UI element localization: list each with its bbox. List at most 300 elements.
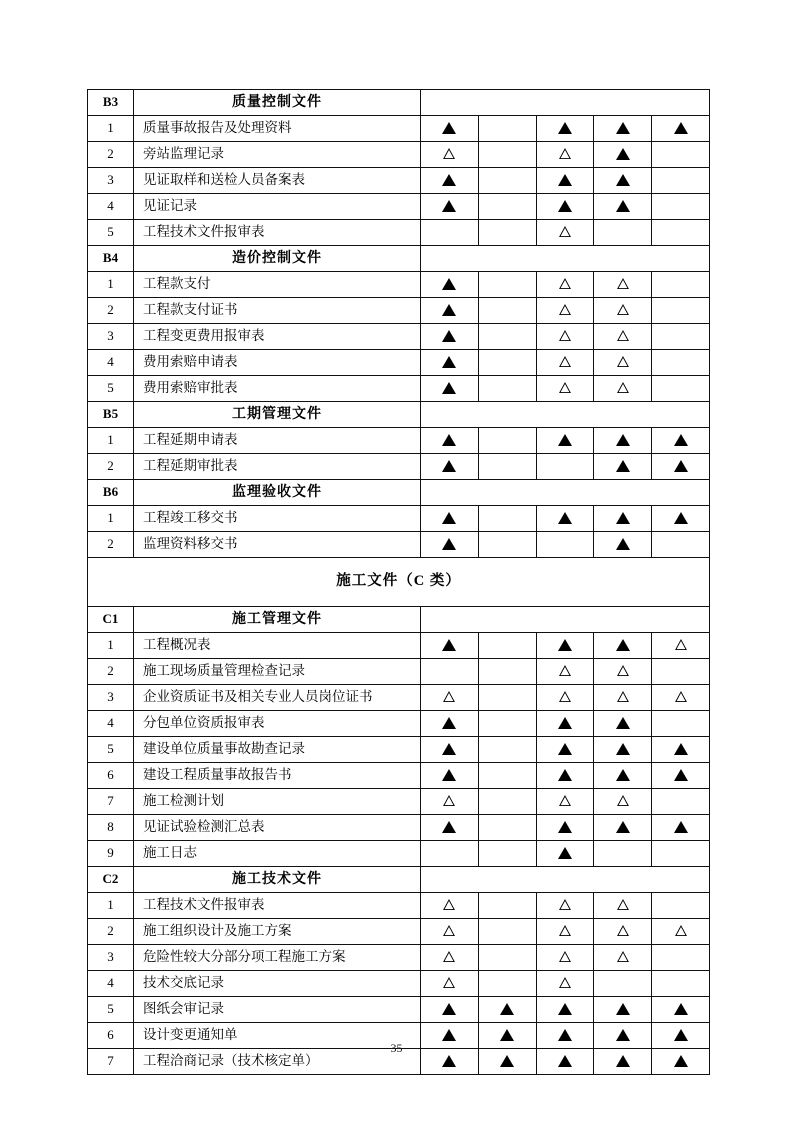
table-row bbox=[88, 272, 710, 298]
mark-cell-3 bbox=[536, 841, 594, 867]
group-header-blank bbox=[421, 867, 710, 893]
row-document-name: 工程变更费用报审表 bbox=[134, 324, 421, 350]
mark-cell-3 bbox=[536, 685, 594, 711]
mark-cell-2 bbox=[478, 506, 536, 532]
filled-triangle-icon bbox=[558, 174, 572, 186]
mark-cell-1 bbox=[421, 841, 479, 867]
row-document-name: 企业资质证书及相关专业人员岗位证书 bbox=[134, 685, 421, 711]
filled-triangle-icon bbox=[616, 200, 630, 212]
table-row bbox=[88, 685, 710, 711]
open-triangle-icon bbox=[617, 951, 629, 963]
mark-cell-4 bbox=[594, 324, 652, 350]
open-triangle-icon bbox=[559, 356, 571, 368]
filled-triangle-icon bbox=[558, 434, 572, 446]
mark-cell-5 bbox=[652, 142, 710, 168]
row-number: 3 bbox=[88, 168, 134, 194]
group-title: 工期管理文件 bbox=[134, 402, 421, 428]
table-row bbox=[88, 737, 710, 763]
group-header-blank bbox=[421, 480, 710, 506]
row-document-name: 建设单位质量事故勘查记录 bbox=[134, 737, 421, 763]
group-code: C2 bbox=[88, 867, 134, 893]
mark-cell-1 bbox=[421, 376, 479, 402]
mark-cell-3 bbox=[536, 945, 594, 971]
table-row bbox=[88, 428, 710, 454]
open-triangle-icon bbox=[443, 795, 455, 807]
mark-cell-3 bbox=[536, 506, 594, 532]
row-number: 2 bbox=[88, 298, 134, 324]
row-document-name: 工程技术文件报审表 bbox=[134, 220, 421, 246]
row-number: 8 bbox=[88, 815, 134, 841]
filled-triangle-icon bbox=[442, 434, 456, 446]
mark-cell-4 bbox=[594, 116, 652, 142]
open-triangle-icon bbox=[559, 148, 571, 160]
filled-triangle-icon bbox=[442, 1055, 456, 1067]
mark-cell-5 bbox=[652, 633, 710, 659]
row-number: 2 bbox=[88, 659, 134, 685]
row-number: 1 bbox=[88, 633, 134, 659]
row-number: 9 bbox=[88, 841, 134, 867]
section-banner-row bbox=[88, 558, 710, 607]
mark-cell-4 bbox=[594, 919, 652, 945]
mark-cell-4 bbox=[594, 659, 652, 685]
group-header-blank bbox=[421, 90, 710, 116]
row-document-name: 见证试验检测汇总表 bbox=[134, 815, 421, 841]
table-row bbox=[88, 298, 710, 324]
filled-triangle-icon bbox=[674, 821, 688, 833]
row-document-name: 监理资料移交书 bbox=[134, 532, 421, 558]
table-row bbox=[88, 841, 710, 867]
open-triangle-icon bbox=[443, 951, 455, 963]
group-title: 施工技术文件 bbox=[134, 867, 421, 893]
open-triangle-icon bbox=[559, 951, 571, 963]
section-banner: 施工文件（C 类） bbox=[88, 558, 710, 607]
row-number: 5 bbox=[88, 376, 134, 402]
row-document-name: 工程款支付证书 bbox=[134, 298, 421, 324]
mark-cell-5 bbox=[652, 220, 710, 246]
row-number: 1 bbox=[88, 272, 134, 298]
mark-cell-2 bbox=[478, 815, 536, 841]
row-document-name: 工程款支付 bbox=[134, 272, 421, 298]
open-triangle-icon bbox=[675, 691, 687, 703]
filled-triangle-icon bbox=[442, 743, 456, 755]
mark-cell-5 bbox=[652, 971, 710, 997]
mark-cell-5 bbox=[652, 454, 710, 480]
row-document-name: 工程洽商记录（技术核定单） bbox=[134, 1049, 421, 1075]
mark-cell-3 bbox=[536, 220, 594, 246]
table-row bbox=[88, 893, 710, 919]
open-triangle-icon bbox=[559, 330, 571, 342]
row-document-name: 质量事故报告及处理资料 bbox=[134, 116, 421, 142]
mark-cell-1 bbox=[421, 116, 479, 142]
row-document-name: 建设工程质量事故报告书 bbox=[134, 763, 421, 789]
table-row bbox=[88, 945, 710, 971]
table-row bbox=[88, 324, 710, 350]
open-triangle-icon bbox=[617, 356, 629, 368]
filled-triangle-icon bbox=[616, 821, 630, 833]
filled-triangle-icon bbox=[442, 460, 456, 472]
filled-triangle-icon bbox=[442, 1003, 456, 1015]
mark-cell-5 bbox=[652, 350, 710, 376]
filled-triangle-icon bbox=[674, 1003, 688, 1015]
open-triangle-icon bbox=[559, 226, 571, 238]
archive-document-table bbox=[87, 89, 710, 1075]
mark-cell-1 bbox=[421, 763, 479, 789]
row-number: 1 bbox=[88, 893, 134, 919]
mark-cell-3 bbox=[536, 168, 594, 194]
mark-cell-5 bbox=[652, 194, 710, 220]
table-row bbox=[88, 789, 710, 815]
open-triangle-icon bbox=[617, 330, 629, 342]
open-triangle-icon bbox=[443, 691, 455, 703]
row-number: 4 bbox=[88, 350, 134, 376]
filled-triangle-icon bbox=[558, 847, 572, 859]
mark-cell-2 bbox=[478, 168, 536, 194]
filled-triangle-icon bbox=[558, 512, 572, 524]
mark-cell-2 bbox=[478, 272, 536, 298]
group-title: 质量控制文件 bbox=[134, 90, 421, 116]
mark-cell-1 bbox=[421, 532, 479, 558]
filled-triangle-icon bbox=[442, 122, 456, 134]
mark-cell-1 bbox=[421, 272, 479, 298]
mark-cell-4 bbox=[594, 454, 652, 480]
row-document-name: 工程技术文件报审表 bbox=[134, 893, 421, 919]
open-triangle-icon bbox=[559, 977, 571, 989]
mark-cell-3 bbox=[536, 532, 594, 558]
table-body bbox=[88, 90, 710, 1075]
table-row bbox=[88, 116, 710, 142]
mark-cell-3 bbox=[536, 633, 594, 659]
row-document-name: 费用索赔审批表 bbox=[134, 376, 421, 402]
table-row bbox=[88, 815, 710, 841]
open-triangle-icon bbox=[559, 691, 571, 703]
row-document-name: 设计变更通知单 bbox=[134, 1023, 421, 1049]
mark-cell-5 bbox=[652, 324, 710, 350]
row-document-name: 施工日志 bbox=[134, 841, 421, 867]
table-row bbox=[88, 194, 710, 220]
mark-cell-4 bbox=[594, 789, 652, 815]
mark-cell-5 bbox=[652, 841, 710, 867]
page-number: 35 bbox=[390, 1041, 403, 1055]
table-row bbox=[88, 220, 710, 246]
mark-cell-1 bbox=[421, 815, 479, 841]
row-document-name: 费用索赔申请表 bbox=[134, 350, 421, 376]
group-code: B5 bbox=[88, 402, 134, 428]
group-header-blank bbox=[421, 402, 710, 428]
row-number: 2 bbox=[88, 919, 134, 945]
open-triangle-icon bbox=[617, 899, 629, 911]
group-code: B6 bbox=[88, 480, 134, 506]
mark-cell-1 bbox=[421, 737, 479, 763]
filled-triangle-icon bbox=[616, 639, 630, 651]
mark-cell-1 bbox=[421, 194, 479, 220]
mark-cell-1 bbox=[421, 350, 479, 376]
group-code: B3 bbox=[88, 90, 134, 116]
mark-cell-3 bbox=[536, 815, 594, 841]
mark-cell-1 bbox=[421, 971, 479, 997]
open-triangle-icon bbox=[617, 795, 629, 807]
filled-triangle-icon bbox=[558, 639, 572, 651]
mark-cell-1 bbox=[421, 168, 479, 194]
filled-triangle-icon bbox=[500, 1003, 514, 1015]
table-row bbox=[88, 532, 710, 558]
filled-triangle-icon bbox=[500, 1055, 514, 1067]
mark-cell-5 bbox=[652, 997, 710, 1023]
mark-cell-4 bbox=[594, 841, 652, 867]
mark-cell-3 bbox=[536, 116, 594, 142]
row-document-name: 图纸会审记录 bbox=[134, 997, 421, 1023]
table-row bbox=[88, 763, 710, 789]
mark-cell-4 bbox=[594, 350, 652, 376]
mark-cell-5 bbox=[652, 685, 710, 711]
mark-cell-2 bbox=[478, 633, 536, 659]
row-number: 7 bbox=[88, 1049, 134, 1075]
table-row bbox=[88, 168, 710, 194]
mark-cell-5 bbox=[652, 737, 710, 763]
mark-cell-4 bbox=[594, 428, 652, 454]
mark-cell-2 bbox=[478, 789, 536, 815]
mark-cell-1 bbox=[421, 919, 479, 945]
mark-cell-5 bbox=[652, 376, 710, 402]
mark-cell-5 bbox=[652, 298, 710, 324]
mark-cell-1 bbox=[421, 945, 479, 971]
filled-triangle-icon bbox=[442, 639, 456, 651]
row-number: 2 bbox=[88, 532, 134, 558]
mark-cell-1 bbox=[421, 324, 479, 350]
filled-triangle-icon bbox=[558, 821, 572, 833]
mark-cell-2 bbox=[478, 893, 536, 919]
filled-triangle-icon bbox=[558, 1003, 572, 1015]
mark-cell-4 bbox=[594, 168, 652, 194]
row-number: 1 bbox=[88, 428, 134, 454]
row-document-name: 工程竣工移交书 bbox=[134, 506, 421, 532]
table-row bbox=[88, 376, 710, 402]
mark-cell-4 bbox=[594, 763, 652, 789]
row-number: 7 bbox=[88, 789, 134, 815]
open-triangle-icon bbox=[443, 977, 455, 989]
mark-cell-2 bbox=[478, 763, 536, 789]
mark-cell-2 bbox=[478, 997, 536, 1023]
row-document-name: 工程概况表 bbox=[134, 633, 421, 659]
row-document-name: 工程延期审批表 bbox=[134, 454, 421, 480]
mark-cell-3 bbox=[536, 376, 594, 402]
group-title: 施工管理文件 bbox=[134, 607, 421, 633]
mark-cell-3 bbox=[536, 971, 594, 997]
table-row bbox=[88, 919, 710, 945]
group-header-row bbox=[88, 246, 710, 272]
filled-triangle-icon bbox=[616, 174, 630, 186]
mark-cell-2 bbox=[478, 919, 536, 945]
filled-triangle-icon bbox=[558, 200, 572, 212]
mark-cell-1 bbox=[421, 893, 479, 919]
mark-cell-1 bbox=[421, 428, 479, 454]
mark-cell-4 bbox=[594, 220, 652, 246]
mark-cell-5 bbox=[652, 659, 710, 685]
open-triangle-icon bbox=[559, 278, 571, 290]
filled-triangle-icon bbox=[616, 122, 630, 134]
mark-cell-4 bbox=[594, 945, 652, 971]
mark-cell-4 bbox=[594, 194, 652, 220]
filled-triangle-icon bbox=[616, 717, 630, 729]
filled-triangle-icon bbox=[674, 434, 688, 446]
mark-cell-2 bbox=[478, 428, 536, 454]
mark-cell-1 bbox=[421, 685, 479, 711]
mark-cell-2 bbox=[478, 220, 536, 246]
table-row bbox=[88, 454, 710, 480]
mark-cell-4 bbox=[594, 298, 652, 324]
mark-cell-2 bbox=[478, 116, 536, 142]
filled-triangle-icon bbox=[500, 1029, 514, 1041]
mark-cell-2 bbox=[478, 324, 536, 350]
open-triangle-icon bbox=[559, 925, 571, 937]
mark-cell-3 bbox=[536, 763, 594, 789]
filled-triangle-icon bbox=[674, 122, 688, 134]
row-number: 2 bbox=[88, 454, 134, 480]
mark-cell-1 bbox=[421, 298, 479, 324]
row-number: 4 bbox=[88, 971, 134, 997]
filled-triangle-icon bbox=[616, 769, 630, 781]
mark-cell-4 bbox=[594, 893, 652, 919]
mark-cell-3 bbox=[536, 711, 594, 737]
mark-cell-2 bbox=[478, 737, 536, 763]
filled-triangle-icon bbox=[616, 1029, 630, 1041]
mark-cell-4 bbox=[594, 815, 652, 841]
row-document-name: 施工检测计划 bbox=[134, 789, 421, 815]
mark-cell-1 bbox=[421, 659, 479, 685]
open-triangle-icon bbox=[617, 691, 629, 703]
table-row bbox=[88, 997, 710, 1023]
row-document-name: 工程延期申请表 bbox=[134, 428, 421, 454]
row-document-name: 施工现场质量管理检查记录 bbox=[134, 659, 421, 685]
filled-triangle-icon bbox=[674, 769, 688, 781]
mark-cell-5 bbox=[652, 272, 710, 298]
mark-cell-3 bbox=[536, 324, 594, 350]
filled-triangle-icon bbox=[616, 1003, 630, 1015]
filled-triangle-icon bbox=[558, 769, 572, 781]
open-triangle-icon bbox=[617, 304, 629, 316]
row-document-name: 施工组织设计及施工方案 bbox=[134, 919, 421, 945]
mark-cell-5 bbox=[652, 815, 710, 841]
mark-cell-5 bbox=[652, 919, 710, 945]
row-number: 6 bbox=[88, 1023, 134, 1049]
mark-cell-2 bbox=[478, 532, 536, 558]
filled-triangle-icon bbox=[558, 122, 572, 134]
row-number: 6 bbox=[88, 763, 134, 789]
mark-cell-3 bbox=[536, 997, 594, 1023]
open-triangle-icon bbox=[443, 148, 455, 160]
group-header-blank bbox=[421, 607, 710, 633]
mark-cell-5 bbox=[652, 945, 710, 971]
mark-cell-2 bbox=[478, 350, 536, 376]
filled-triangle-icon bbox=[674, 1029, 688, 1041]
filled-triangle-icon bbox=[616, 434, 630, 446]
mark-cell-2 bbox=[478, 454, 536, 480]
open-triangle-icon bbox=[617, 665, 629, 677]
mark-cell-4 bbox=[594, 711, 652, 737]
row-number: 1 bbox=[88, 506, 134, 532]
table-row bbox=[88, 971, 710, 997]
mark-cell-5 bbox=[652, 763, 710, 789]
mark-cell-5 bbox=[652, 789, 710, 815]
filled-triangle-icon bbox=[442, 356, 456, 368]
mark-cell-3 bbox=[536, 659, 594, 685]
mark-cell-3 bbox=[536, 454, 594, 480]
open-triangle-icon bbox=[559, 304, 571, 316]
row-number: 3 bbox=[88, 324, 134, 350]
mark-cell-5 bbox=[652, 428, 710, 454]
row-document-name: 分包单位资质报审表 bbox=[134, 711, 421, 737]
filled-triangle-icon bbox=[442, 821, 456, 833]
mark-cell-4 bbox=[594, 737, 652, 763]
filled-triangle-icon bbox=[442, 278, 456, 290]
mark-cell-1 bbox=[421, 506, 479, 532]
mark-cell-4 bbox=[594, 272, 652, 298]
table-row bbox=[88, 711, 710, 737]
filled-triangle-icon bbox=[616, 512, 630, 524]
row-number: 4 bbox=[88, 711, 134, 737]
mark-cell-4 bbox=[594, 532, 652, 558]
group-title: 造价控制文件 bbox=[134, 246, 421, 272]
open-triangle-icon bbox=[559, 795, 571, 807]
row-document-name: 旁站监理记录 bbox=[134, 142, 421, 168]
filled-triangle-icon bbox=[558, 1029, 572, 1041]
mark-cell-2 bbox=[478, 711, 536, 737]
mark-cell-3 bbox=[536, 194, 594, 220]
mark-cell-5 bbox=[652, 893, 710, 919]
mark-cell-1 bbox=[421, 633, 479, 659]
mark-cell-4 bbox=[594, 685, 652, 711]
mark-cell-5 bbox=[652, 532, 710, 558]
open-triangle-icon bbox=[443, 925, 455, 937]
filled-triangle-icon bbox=[442, 330, 456, 342]
mark-cell-2 bbox=[478, 298, 536, 324]
open-triangle-icon bbox=[675, 925, 687, 937]
filled-triangle-icon bbox=[442, 174, 456, 186]
group-header-blank bbox=[421, 246, 710, 272]
filled-triangle-icon bbox=[616, 1055, 630, 1067]
open-triangle-icon bbox=[617, 382, 629, 394]
row-number: 4 bbox=[88, 194, 134, 220]
mark-cell-4 bbox=[594, 142, 652, 168]
table-row bbox=[88, 506, 710, 532]
table-row bbox=[88, 659, 710, 685]
open-triangle-icon bbox=[443, 899, 455, 911]
mark-cell-2 bbox=[478, 142, 536, 168]
open-triangle-icon bbox=[559, 665, 571, 677]
mark-cell-5 bbox=[652, 168, 710, 194]
mark-cell-2 bbox=[478, 971, 536, 997]
mark-cell-3 bbox=[536, 272, 594, 298]
mark-cell-4 bbox=[594, 506, 652, 532]
group-header-row bbox=[88, 607, 710, 633]
mark-cell-1 bbox=[421, 220, 479, 246]
row-number: 3 bbox=[88, 945, 134, 971]
filled-triangle-icon bbox=[442, 200, 456, 212]
filled-triangle-icon bbox=[442, 382, 456, 394]
filled-triangle-icon bbox=[616, 743, 630, 755]
row-number: 3 bbox=[88, 685, 134, 711]
mark-cell-2 bbox=[478, 685, 536, 711]
row-number: 1 bbox=[88, 116, 134, 142]
group-title: 监理验收文件 bbox=[134, 480, 421, 506]
filled-triangle-icon bbox=[442, 717, 456, 729]
group-header-row bbox=[88, 480, 710, 506]
mark-cell-3 bbox=[536, 789, 594, 815]
mark-cell-1 bbox=[421, 789, 479, 815]
mark-cell-2 bbox=[478, 376, 536, 402]
filled-triangle-icon bbox=[616, 538, 630, 550]
open-triangle-icon bbox=[617, 278, 629, 290]
filled-triangle-icon bbox=[674, 743, 688, 755]
